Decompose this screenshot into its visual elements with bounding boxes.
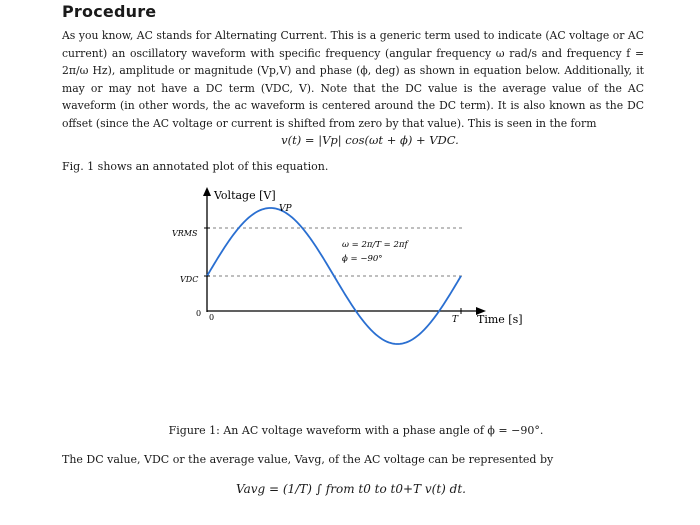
- waveform-equation: [0, 133, 700, 147]
- section-heading: Procedure: [62, 2, 157, 21]
- peak-label: VP: [279, 204, 292, 214]
- dc-label: VDC: [180, 275, 199, 284]
- waveform-equation-text: v(t) = |Vp| cos(ωt + ϕ) + VDC.: [281, 133, 459, 147]
- figure-caption: [0, 424, 700, 437]
- average-equation: [0, 482, 700, 496]
- dc-value-text: The DC value, VDC or the average value, Vavg, of the AC voltage can be represented by: [62, 453, 554, 466]
- figure-reference: Fig. 1 shows an annotated plot of this equation.: [62, 160, 329, 173]
- rms-label: VRMS: [172, 229, 198, 238]
- phase-annotation: ϕ = −90°: [342, 254, 383, 264]
- y-axis-label: Voltage [V]: [214, 189, 276, 202]
- intro-paragraph: As you know, AC stands for Alternating Current. This is a generic term used to indicate (AC voltage or AC current) an oscillatory waveform with specific frequency (angular frequency ω rad/s and frequency f = 2π/ω Hz), amplitude or magnitude (Vp,V) and phase (ϕ, deg) as shown in equation below. Additionally, it may or may not have a DC term (VDC, V). Note that the DC value is the average value of the AC waveform (in other words, the ac waveform is centered around the DC term). It is also known as the DC offset (since the AC voltage or current is shifted from zero by that value). This is seen in the form: [62, 29, 644, 130]
- origin-x-label: 0: [209, 313, 215, 322]
- y-axis-arrow: [203, 187, 211, 196]
- period-label: T: [452, 315, 459, 325]
- x-axis-label: Time [s]: [477, 313, 523, 326]
- average-equation-text: Vavg = (1/T) ∫ from t0 to t0+T v(t) dt.: [236, 482, 466, 496]
- omega-annotation: ω = 2π/T = 2πf: [342, 240, 408, 250]
- origin-y-label: 0: [196, 309, 202, 318]
- ac-waveform-figure: [0, 175, 700, 420]
- figure-caption-text: Figure 1: An AC voltage waveform with a phase angle of ϕ = −90°.: [168, 424, 544, 437]
